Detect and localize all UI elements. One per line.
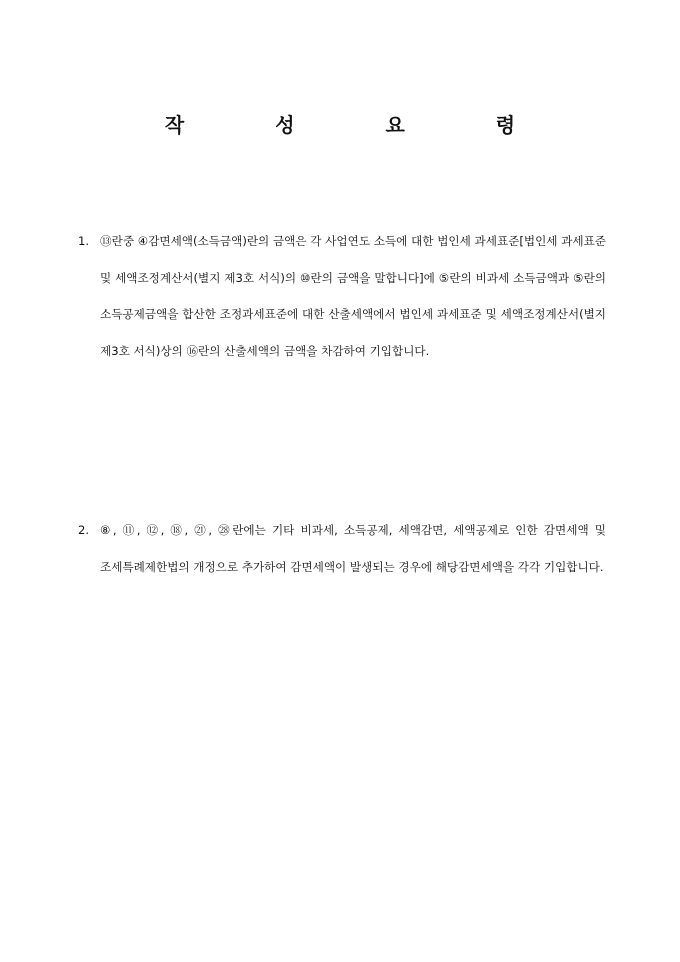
item-number: 1. <box>78 234 90 248</box>
document-title: 작 성 요 령 <box>164 113 558 137</box>
instruction-item <box>78 223 606 369</box>
item-text: ⑧, ⑪, ⑫, ⑱, ㉑, ㉘란에는 기타 비과세, 소득공제, 세액감면, 세액공제로 인한 감면세액 및 조세특례제한법의 개정으로 추가하여 감면세액이 발생되는 경우에 해당감면세액을 각각 기입합니다. <box>100 523 606 574</box>
item-number: 2. <box>78 523 90 537</box>
instruction-item <box>78 512 606 585</box>
item-text: ⑬란중 ④감면세액(소득금액)란의 금액은 각 사업연도 소득에 대한 법인세 과세표준[법인세 과세표준 및 세액조정계산서(별지 제3호 서식)의 ⑩란의 금액을 말합니다]에 ⑤란의 비과세 소득금액과 ⑤란의 소득공제금액을 합산한 조정과세표준에 대한 산출세액에서 법인세 과세표준 및 세액조정계산서(별지 제3호 서식)상의 ⑯란의 산출세액의 금액을 차감하여 기입합니다. <box>100 234 606 358</box>
